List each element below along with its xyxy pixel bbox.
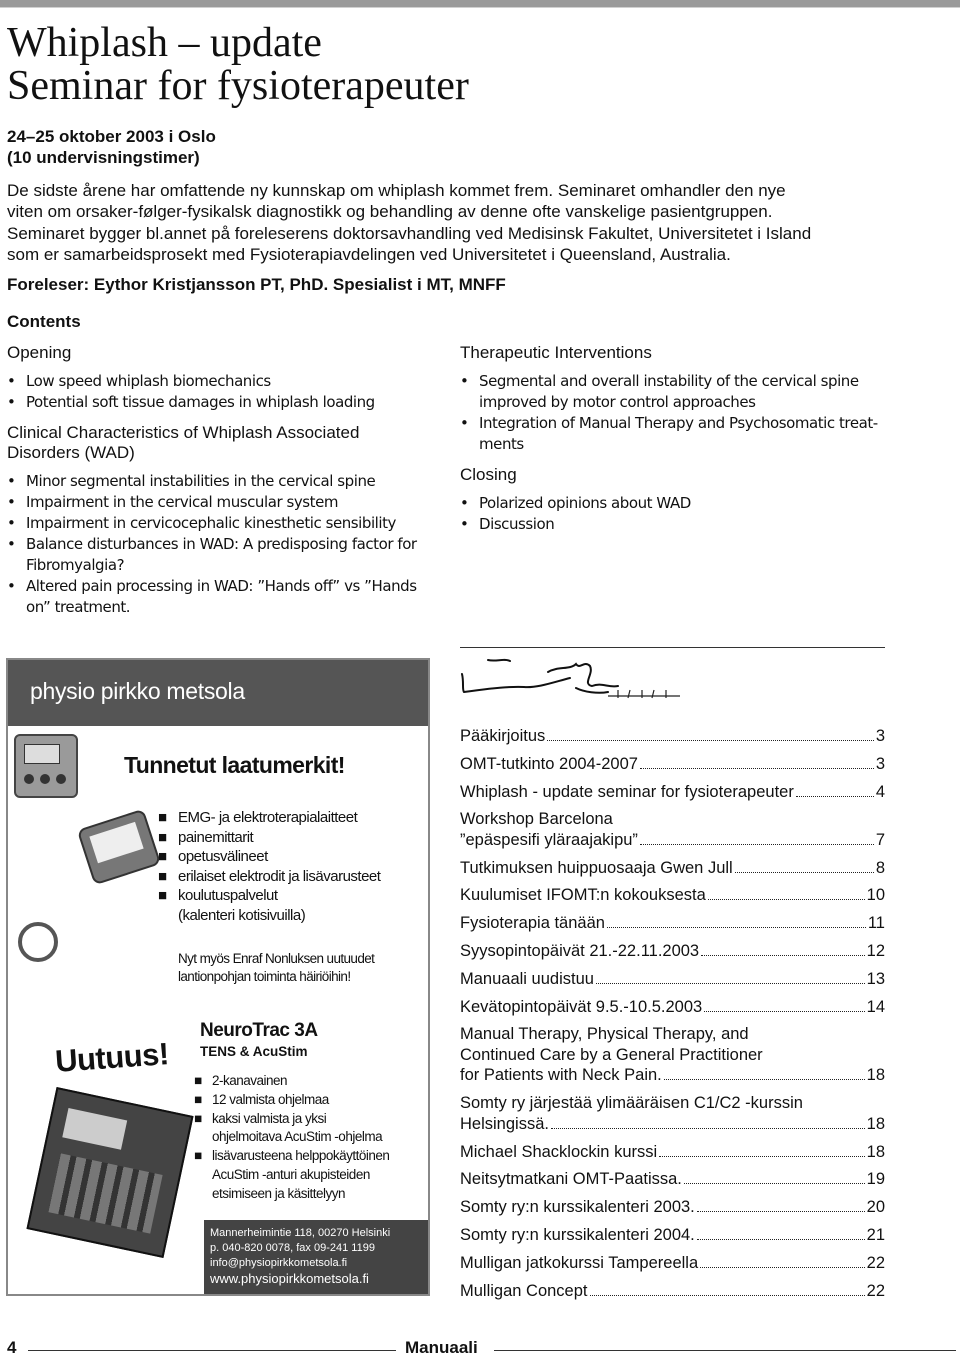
toc-entry-title: Mulligan jatkokurssi Tampereella bbox=[460, 1253, 699, 1272]
toc-entry-title: Kevätopintopäivät 9.5.-10.5.2003 bbox=[460, 997, 703, 1016]
toc-entry[interactable] bbox=[460, 969, 885, 990]
bullet-icon: • bbox=[7, 372, 16, 390]
list-item-text: Polarized opinions about WAD bbox=[479, 494, 691, 512]
bullet-icon: • bbox=[460, 515, 469, 533]
top-rule bbox=[0, 0, 960, 7]
bullet-icon: • bbox=[460, 494, 469, 512]
ad-product-subtitle: TENS & AcuStim bbox=[200, 1044, 308, 1059]
list-item-text: 2-kanavainen bbox=[212, 1073, 288, 1088]
toc-page-number: 18 bbox=[866, 1114, 885, 1133]
toc-entry[interactable] bbox=[460, 1024, 885, 1086]
footer-rule-left bbox=[28, 1350, 396, 1351]
toc-entry-row bbox=[460, 858, 885, 879]
toc-entry[interactable] bbox=[460, 1142, 885, 1163]
toc-page-number: 4 bbox=[875, 782, 885, 801]
bullet-icon: • bbox=[7, 393, 16, 411]
toc-page-number: 3 bbox=[875, 727, 885, 745]
bullet-icon: • bbox=[460, 414, 469, 432]
toc-entry-row bbox=[460, 969, 885, 990]
bullet-icon: • bbox=[460, 372, 469, 390]
bullet-icon: ■ bbox=[194, 1073, 202, 1088]
list-item bbox=[7, 513, 447, 534]
bullet-icon: • bbox=[7, 577, 16, 595]
bullet-icon: • bbox=[7, 535, 16, 553]
toc-entry-title: Michael Shacklockin kurssi bbox=[460, 1142, 658, 1161]
list-item-text: Impairment in the cervical muscular system bbox=[26, 493, 339, 511]
toc-entry-title-line: Continued Care by a General Practitioner bbox=[460, 1045, 763, 1064]
toc-entry-title: Mulligan Concept bbox=[460, 1281, 588, 1300]
list-item-text: opetusvälineet bbox=[178, 848, 268, 865]
ad-banner bbox=[8, 660, 428, 726]
list-item-text: Low speed whiplash biomechanics bbox=[26, 372, 271, 390]
seminar-hours-line: (10 undervisningstimer) bbox=[7, 148, 200, 167]
toc-entry-title: OMT-tutkinto 2004-2007 bbox=[460, 754, 638, 773]
list-item-text: erilaiset elektrodit ja lisävarusteet bbox=[178, 867, 381, 885]
toc-dot-leader bbox=[640, 768, 874, 769]
toc-entry-title-line: Manual Therapy, Physical Therapy, and bbox=[460, 1025, 749, 1044]
toc-dot-leader bbox=[701, 955, 865, 956]
toc-entry-title: Pääkirjoitus bbox=[460, 727, 546, 745]
list-item bbox=[194, 1091, 389, 1110]
section-heading-line: Clinical Characteristics of Whiplash Associated bbox=[7, 423, 360, 442]
section-heading-line: Therapeutic Interventions bbox=[460, 343, 652, 362]
toc-entry-title: Tutkimuksen huippuosaaja Gwen Jull bbox=[460, 858, 733, 877]
list-item-text: Impairment in cervicocephalic kinesthetic sensibility bbox=[26, 514, 396, 532]
article-title bbox=[7, 22, 469, 108]
toc-dot-leader bbox=[697, 1211, 865, 1212]
bullet-icon: ■ bbox=[194, 1091, 202, 1107]
section-heading-line: Opening bbox=[7, 343, 72, 362]
list-item-text: Fibromyalgia? bbox=[26, 556, 125, 574]
toc-entry[interactable] bbox=[460, 782, 885, 803]
toc-entry[interactable] bbox=[460, 809, 885, 850]
toc-entry-row bbox=[460, 997, 885, 1018]
list-item bbox=[158, 886, 380, 925]
bullet-icon: • bbox=[7, 472, 16, 490]
toc-entry-title: Neitsytmatkani OMT-Paatissa. bbox=[460, 1170, 682, 1189]
emg-device-image bbox=[14, 734, 78, 798]
neurotrac-device-image bbox=[26, 1087, 193, 1258]
bullet-icon: • bbox=[7, 514, 16, 532]
toc-entry-row bbox=[460, 830, 885, 851]
seminar-date bbox=[7, 126, 216, 168]
toc-dot-leader bbox=[547, 740, 874, 741]
bullet-icon: ■ bbox=[194, 1110, 202, 1126]
section-heading-clinical bbox=[7, 423, 447, 463]
list-item bbox=[460, 493, 900, 514]
ad-also-line: lantionpohjan toiminta häiriöihin! bbox=[178, 969, 351, 984]
toc-entry-title: Syysopintopäivät 21.-22.11.2003 bbox=[460, 942, 700, 961]
toc-entry-row bbox=[460, 885, 885, 906]
list-item-text: ments bbox=[479, 435, 524, 453]
list-item-text: Potential soft tissue damages in whiplash loading bbox=[26, 393, 375, 411]
toc-entry-row bbox=[460, 1225, 885, 1246]
toc-page-number: 19 bbox=[866, 1170, 885, 1189]
article-title-line: Seminar for fysioterapeuter bbox=[7, 63, 469, 109]
list-item-text: ohjelmoitava AcuStim -ohjelma bbox=[212, 1129, 383, 1145]
toc-entry-title: Fysioterapia tänään bbox=[460, 914, 605, 933]
therapeutic-list bbox=[460, 371, 900, 455]
toc-entry-title: Manuaali uudistuu bbox=[460, 969, 594, 988]
toc-dot-leader bbox=[596, 983, 865, 984]
list-item bbox=[158, 808, 380, 828]
list-item bbox=[7, 492, 447, 513]
bullet-icon: • bbox=[7, 493, 16, 511]
ad-product-name: NeuroTrac 3A bbox=[200, 1020, 318, 1041]
toc-entry[interactable] bbox=[460, 913, 885, 934]
list-item bbox=[460, 413, 900, 455]
ad-contact-line: p. 040-820 0078, fax 09-241 1199 bbox=[210, 1242, 375, 1254]
toc-entry-row bbox=[460, 941, 885, 962]
list-item-text: (kalenteri kotisivuilla) bbox=[178, 906, 306, 924]
list-item-text: koulutuspalvelut bbox=[178, 887, 278, 904]
toc-entry[interactable] bbox=[460, 1197, 885, 1218]
ad-contact-line: info@physiopirkkometsola.fi bbox=[210, 1257, 348, 1269]
ad-also-note bbox=[178, 950, 374, 986]
toc-entry-title: ”epäspesifi yläraajakipu” bbox=[460, 830, 638, 849]
toc-entry-title: Somty ry:n kurssikalenteri 2004. bbox=[460, 1225, 695, 1244]
toc-dot-leader bbox=[708, 899, 865, 900]
toc-dot-leader bbox=[607, 927, 866, 928]
toc-entry[interactable] bbox=[460, 941, 885, 962]
ad-new-label: Uutuus! bbox=[54, 1036, 170, 1079]
handwritten-signature bbox=[458, 652, 688, 708]
advertisement bbox=[6, 658, 430, 1296]
toc-page-number: 7 bbox=[875, 830, 885, 849]
list-item-text: Minor segmental instabilities in the cervical spine bbox=[26, 472, 376, 490]
electrode-image bbox=[18, 922, 58, 962]
list-item bbox=[194, 1147, 389, 1203]
toc-entry-title: for Patients with Neck Pain. bbox=[460, 1066, 662, 1085]
list-item bbox=[158, 847, 380, 867]
toc-page-number: 22 bbox=[866, 1281, 885, 1300]
toc-entry-row bbox=[460, 1253, 885, 1274]
toc-entry-title: Whiplash - update seminar for fysioterapeuter bbox=[460, 782, 794, 801]
opening-list bbox=[7, 371, 447, 413]
toc-page-number: 10 bbox=[866, 886, 885, 905]
toc-entry-title-line: Somty ry järjestää ylimääräisen C1/C2 -kurssin bbox=[460, 1094, 803, 1113]
toc-dot-leader bbox=[664, 1079, 865, 1080]
section-heading-line: Closing bbox=[460, 465, 517, 484]
toc-dot-leader bbox=[551, 1128, 865, 1129]
toc-entry-row bbox=[460, 1197, 885, 1218]
list-item-text: Balance disturbances in WAD: A predisposing factor for bbox=[26, 535, 417, 553]
toc-page-number: 8 bbox=[875, 858, 885, 877]
toc-page-number: 12 bbox=[866, 942, 885, 961]
toc-page-number: 18 bbox=[866, 1066, 885, 1085]
section-divider bbox=[460, 647, 885, 648]
pressure-meter-image bbox=[77, 809, 161, 886]
list-item bbox=[460, 371, 900, 413]
lecturer-line: Foreleser: Eythor Kristjansson PT, PhD. Spesialist i MT, MNFF bbox=[7, 275, 506, 294]
bullet-icon: ■ bbox=[158, 828, 167, 846]
toc-entry-title-line: Workshop Barcelona bbox=[460, 810, 613, 829]
toc-dot-leader bbox=[735, 872, 874, 873]
list-item bbox=[7, 392, 447, 413]
footer-rule-right bbox=[494, 1350, 956, 1351]
section-heading-line: Disorders (WAD) bbox=[7, 443, 135, 462]
list-item-text: on” treatment. bbox=[26, 598, 131, 616]
ad-feature-list bbox=[194, 1072, 389, 1204]
list-item-text: AcuStim -anturi akupisteiden bbox=[212, 1166, 370, 1182]
bullet-icon: ■ bbox=[158, 867, 167, 885]
toc-entry-title: Somty ry:n kurssikalenteri 2003. bbox=[460, 1198, 695, 1217]
intro-line: Seminaret bygger bl.annet på foreleserens doktorsavhandling ved Medisinsk Fakultet, Universitetet i Island bbox=[7, 223, 812, 243]
toc-page-number: 18 bbox=[866, 1142, 885, 1161]
toc-page-number: 3 bbox=[875, 754, 885, 773]
list-item-text: Integration of Manual Therapy and Psychosomatic treat- bbox=[479, 414, 878, 432]
toc-page-number: 13 bbox=[866, 969, 885, 988]
list-item bbox=[194, 1072, 389, 1091]
intro-line: De sidste årene har omfattende ny kunnskap om whiplash kommet frem. Seminaret omhandler den nye bbox=[7, 181, 786, 200]
ad-product-list bbox=[158, 808, 380, 925]
list-item-text: Discussion bbox=[479, 515, 555, 533]
seminar-date-line: 24–25 oktober 2003 i Oslo bbox=[7, 127, 216, 146]
intro-paragraph bbox=[7, 180, 952, 265]
toc-entry[interactable] bbox=[460, 997, 885, 1018]
list-item-text: 12 valmista ohjelmaa bbox=[212, 1091, 329, 1107]
list-item bbox=[460, 514, 900, 535]
intro-line: som er samarbeidsprosekt med Fysioterapiavdelingen ved Universitetet i Queensland, Australia. bbox=[7, 244, 731, 264]
toc-dot-leader bbox=[697, 1239, 865, 1240]
toc-entry[interactable] bbox=[460, 885, 885, 906]
ad-slogan: Tunnetut laatumerkit! bbox=[124, 752, 345, 778]
section-heading-opening bbox=[7, 343, 447, 363]
toc-entry-title: Helsingissä. bbox=[460, 1114, 549, 1133]
toc-dot-leader bbox=[640, 844, 874, 845]
list-item bbox=[158, 828, 380, 848]
list-item bbox=[7, 534, 447, 576]
toc-page-number: 20 bbox=[866, 1198, 885, 1217]
list-item-text: lisävarusteena helppokäyttöinen bbox=[212, 1148, 390, 1164]
toc-entry-row bbox=[460, 1142, 885, 1163]
list-item bbox=[7, 371, 447, 392]
list-item bbox=[7, 576, 447, 618]
toc-dot-leader bbox=[684, 1183, 865, 1184]
toc-dot-leader bbox=[659, 1156, 864, 1157]
ad-also-line: Nyt myös Enraf Nonluksen uutuudet bbox=[178, 951, 375, 966]
toc-entry-row bbox=[460, 1065, 885, 1086]
list-item-text: Segmental and overall instability of the cervical spine bbox=[479, 372, 859, 390]
list-item-text: etsimiseen ja käsittelyyn bbox=[212, 1185, 346, 1201]
contents-heading: Contents bbox=[7, 312, 81, 331]
toc-entry[interactable] bbox=[460, 1169, 885, 1190]
toc-dot-leader bbox=[700, 1267, 865, 1268]
toc-page-number: 21 bbox=[866, 1225, 885, 1244]
page-number: 4 bbox=[7, 1338, 17, 1357]
list-item-text: Altered pain processing in WAD: ”Hands off” vs ”Hands bbox=[26, 577, 417, 595]
contents-right-column bbox=[460, 343, 900, 545]
section-heading-therapeutic bbox=[460, 343, 900, 363]
list-item-text: kaksi valmista ja yksi bbox=[212, 1110, 327, 1126]
ad-website: www.physiopirkkometsola.fi bbox=[210, 1271, 369, 1286]
list-item bbox=[158, 867, 380, 887]
magazine-name: Manuaali bbox=[405, 1338, 478, 1357]
toc-entry[interactable] bbox=[460, 1093, 885, 1134]
toc-dot-leader bbox=[796, 796, 874, 797]
toc-entry-title: Kuulumiset IFOMT:n kokouksesta bbox=[460, 886, 706, 905]
top-rule-shadow bbox=[0, 7, 960, 8]
bullet-icon: ■ bbox=[158, 848, 167, 865]
article-title-line: Whiplash – update bbox=[7, 20, 322, 66]
toc-entry-row bbox=[460, 913, 885, 934]
bullet-icon: ■ bbox=[194, 1148, 202, 1164]
clinical-list bbox=[7, 471, 447, 618]
toc-dot-leader bbox=[590, 1295, 865, 1296]
toc-entry[interactable] bbox=[460, 1225, 885, 1246]
toc-dot-leader bbox=[704, 1011, 864, 1012]
toc-entry[interactable] bbox=[460, 1253, 885, 1274]
toc-entry[interactable] bbox=[460, 726, 885, 747]
toc-page-number: 22 bbox=[866, 1253, 885, 1272]
section-heading-closing bbox=[460, 465, 900, 485]
toc-page-number: 11 bbox=[867, 914, 885, 933]
list-item-text: EMG- ja elektroterapialaitteet bbox=[178, 809, 358, 826]
ad-contact-line: Mannerheimintie 118, 00270 Helsinki bbox=[210, 1227, 391, 1239]
toc-entry-row bbox=[460, 1114, 885, 1135]
toc-entry[interactable] bbox=[460, 754, 885, 775]
toc-entry-row bbox=[460, 782, 885, 803]
ad-brand-name: physio pirkko metsola bbox=[30, 678, 245, 704]
list-item bbox=[194, 1110, 389, 1148]
list-item-text: improved by motor control approaches bbox=[479, 393, 756, 411]
bullet-icon: ■ bbox=[158, 887, 167, 904]
table-of-contents bbox=[460, 726, 885, 1308]
toc-entry-row bbox=[460, 754, 885, 775]
contents-left-column bbox=[7, 343, 447, 628]
list-item-text: painemittarit bbox=[178, 828, 254, 846]
closing-list bbox=[460, 493, 900, 535]
toc-page-number: 14 bbox=[866, 997, 885, 1016]
toc-entry[interactable] bbox=[460, 1281, 885, 1302]
toc-entry-row bbox=[460, 1281, 885, 1302]
bullet-icon: ■ bbox=[158, 809, 167, 826]
list-item bbox=[7, 471, 447, 492]
toc-entry[interactable] bbox=[460, 858, 885, 879]
toc-entry-row bbox=[460, 1169, 885, 1190]
ad-contact-box bbox=[204, 1220, 428, 1296]
toc-entry-row bbox=[460, 726, 885, 747]
intro-line: viten om orsaker-følger-fysikalsk diagnostikk og behandling av denne ofte vanskelige pasientgruppen. bbox=[7, 202, 773, 222]
